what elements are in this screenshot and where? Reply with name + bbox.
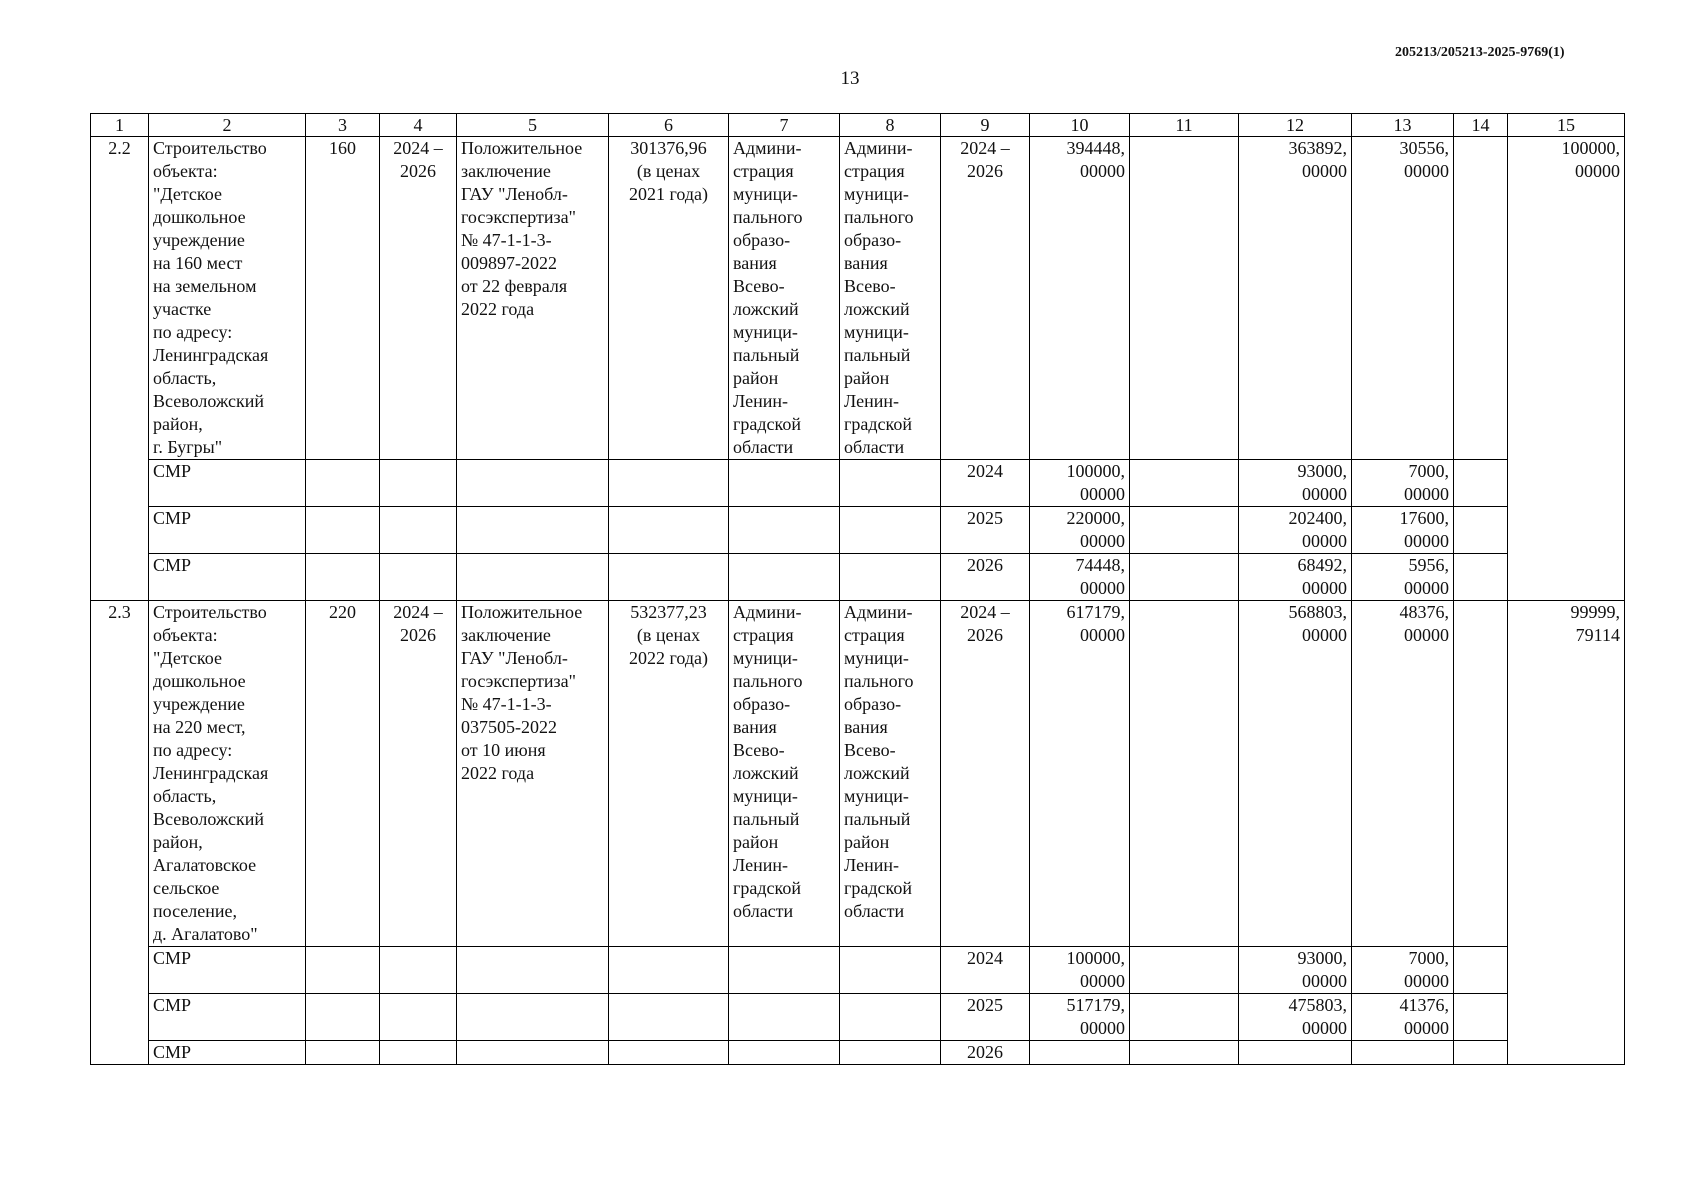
col-15-value: 99999, 79114 bbox=[1508, 601, 1625, 1065]
smr-row bbox=[91, 507, 1625, 554]
smr-col-13: 5956, 00000 bbox=[1352, 554, 1454, 601]
developer: Админи- страция муници- пального образо- вания Всево- ложский муници- пальный район Ленин- градской области bbox=[840, 137, 941, 460]
smr-col-13: 17600, 00000 bbox=[1352, 507, 1454, 554]
smr-row bbox=[91, 554, 1625, 601]
smr-col-13 bbox=[1352, 1041, 1454, 1065]
smr-col-13: 41376, 00000 bbox=[1352, 994, 1454, 1041]
smr-col-12: 475803, 00000 bbox=[1239, 994, 1352, 1041]
col-header-3: 3 bbox=[306, 114, 380, 137]
col-header-5: 5 bbox=[457, 114, 609, 137]
smr-year: 2024 bbox=[941, 460, 1030, 507]
smr-col-12: 93000, 00000 bbox=[1239, 947, 1352, 994]
col-header-8: 8 bbox=[840, 114, 941, 137]
col-13-value: 48376, 00000 bbox=[1352, 601, 1454, 947]
estimated-cost: 301376,96 (в ценах 2021 года) bbox=[609, 137, 729, 460]
row-number: 2.3 bbox=[91, 601, 149, 1065]
smr-label: СМР bbox=[149, 554, 306, 601]
estimated-cost: 532377,23 (в ценах 2022 года) bbox=[609, 601, 729, 947]
smr-label: СМР bbox=[149, 1041, 306, 1065]
col-13-value: 30556, 00000 bbox=[1352, 137, 1454, 460]
col-header-7: 7 bbox=[729, 114, 840, 137]
col-15-value: 100000, 00000 bbox=[1508, 137, 1625, 601]
smr-row bbox=[91, 994, 1625, 1041]
developer: Админи- страция муници- пального образо- вания Всево- ложский муници- пальный район Ленин- градской области bbox=[840, 601, 941, 947]
smr-total: 220000, 00000 bbox=[1030, 507, 1130, 554]
col-header-10: 10 bbox=[1030, 114, 1130, 137]
page-number: 13 bbox=[840, 68, 860, 89]
object-name: Строительство объекта: "Детское дошкольное учреждение на 220 мест, по адресу: Ленинградская область, Всеволожский район, Агалатовское сельское поселение, д. Агалатово" bbox=[149, 601, 306, 947]
smr-total: 100000, 00000 bbox=[1030, 947, 1130, 994]
smr-row bbox=[91, 947, 1625, 994]
smr-col-12 bbox=[1239, 1041, 1352, 1065]
row-number: 2.2 bbox=[91, 137, 149, 601]
col-11-value bbox=[1130, 601, 1239, 947]
col-header-2: 2 bbox=[149, 114, 306, 137]
table-row bbox=[91, 137, 1625, 460]
col-header-1: 1 bbox=[91, 114, 149, 137]
smr-year: 2026 bbox=[941, 1041, 1030, 1065]
smr-col-13: 7000, 00000 bbox=[1352, 460, 1454, 507]
col-header-13: 13 bbox=[1352, 114, 1454, 137]
col-header-6: 6 bbox=[609, 114, 729, 137]
col-header-9: 9 bbox=[941, 114, 1030, 137]
smr-total: 100000, 00000 bbox=[1030, 460, 1130, 507]
col-header-15: 15 bbox=[1508, 114, 1625, 137]
smr-total: 74448, 00000 bbox=[1030, 554, 1130, 601]
smr-year: 2025 bbox=[941, 507, 1030, 554]
smr-year: 2026 bbox=[941, 554, 1030, 601]
col-14-value bbox=[1454, 137, 1508, 460]
construction-period: 2024 – 2026 bbox=[380, 601, 457, 947]
smr-total bbox=[1030, 1041, 1130, 1065]
object-name: Строительство объекта: "Детское дошкольное учреждение на 160 мест на земельном участке по адресу: Ленинградская область, Всеволожский район, г. Бугры" bbox=[149, 137, 306, 460]
col-header-12: 12 bbox=[1239, 114, 1352, 137]
financing-years: 2024 – 2026 bbox=[941, 601, 1030, 947]
total-amount: 617179, 00000 bbox=[1030, 601, 1130, 947]
investment-table bbox=[90, 113, 1625, 1065]
col-14-value bbox=[1454, 601, 1508, 947]
smr-total: 517179, 00000 bbox=[1030, 994, 1130, 1041]
smr-label: СМР bbox=[149, 507, 306, 554]
expert-conclusion: Положительное заключение ГАУ "Ленобл- госэкспертиза" № 47-1-1-3- 009897-2022 от 22 февраля 2022 года bbox=[457, 137, 609, 460]
column-number-row bbox=[91, 114, 1625, 137]
customer: Админи- страция муници- пального образо- вания Всево- ложский муници- пальный район Ленин- градской области bbox=[729, 137, 840, 460]
smr-label: СМР bbox=[149, 994, 306, 1041]
total-amount: 394448, 00000 bbox=[1030, 137, 1130, 460]
construction-period: 2024 – 2026 bbox=[380, 137, 457, 460]
col-11-value bbox=[1130, 137, 1239, 460]
financing-years: 2024 – 2026 bbox=[941, 137, 1030, 460]
col-header-4: 4 bbox=[380, 114, 457, 137]
col-header-11: 11 bbox=[1130, 114, 1239, 137]
capacity: 160 bbox=[306, 137, 380, 460]
col-12-value: 363892, 00000 bbox=[1239, 137, 1352, 460]
smr-year: 2025 bbox=[941, 994, 1030, 1041]
expert-conclusion: Положительное заключение ГАУ "Ленобл- госэкспертиза" № 47-1-1-3- 037505-2022 от 10 июня 2022 года bbox=[457, 601, 609, 947]
smr-row bbox=[91, 1041, 1625, 1065]
smr-row bbox=[91, 460, 1625, 507]
capacity: 220 bbox=[306, 601, 380, 947]
col-12-value: 568803, 00000 bbox=[1239, 601, 1352, 947]
customer: Админи- страция муници- пального образо- вания Всево- ложский муници- пальный район Ленин- градской области bbox=[729, 601, 840, 947]
smr-label: СМР bbox=[149, 460, 306, 507]
smr-col-12: 93000, 00000 bbox=[1239, 460, 1352, 507]
col-header-14: 14 bbox=[1454, 114, 1508, 137]
smr-col-12: 68492, 00000 bbox=[1239, 554, 1352, 601]
smr-label: СМР bbox=[149, 947, 306, 994]
document-id: 205213/205213-2025-9769(1) bbox=[1395, 45, 1565, 60]
table-row bbox=[91, 601, 1625, 947]
smr-col-13: 7000, 00000 bbox=[1352, 947, 1454, 994]
smr-col-12: 202400, 00000 bbox=[1239, 507, 1352, 554]
smr-year: 2024 bbox=[941, 947, 1030, 994]
